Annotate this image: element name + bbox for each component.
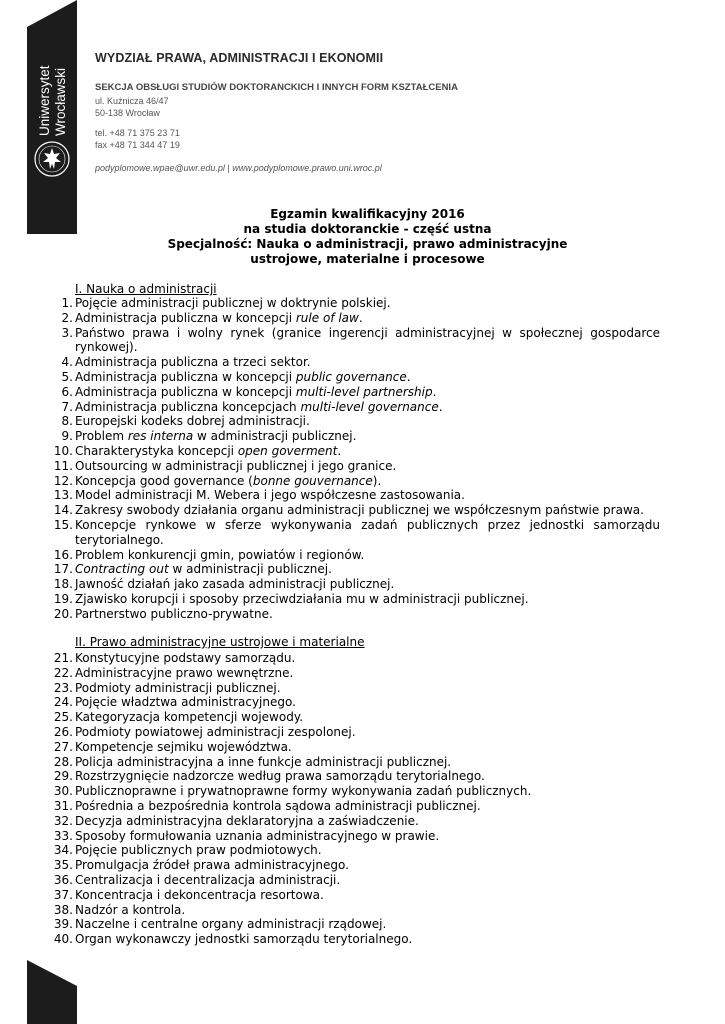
item-number: 7. bbox=[61, 399, 73, 414]
item-text: Promulgacja źródeł prawa administracyjnego. bbox=[75, 858, 349, 873]
item-number: 20. bbox=[53, 606, 73, 621]
list-item bbox=[42, 326, 660, 356]
item-number: 34. bbox=[53, 843, 73, 858]
item-number: 14. bbox=[53, 503, 73, 518]
item-number: 3. bbox=[61, 325, 73, 340]
item-text: Administracja publiczna koncepcjach multi-level governance. bbox=[75, 399, 443, 414]
list-item bbox=[42, 607, 660, 622]
question-list-2 bbox=[42, 651, 660, 947]
specialty-line1: Specjalność: Nauka o administracji, prawo administracyjne bbox=[167, 237, 568, 251]
item-number: 33. bbox=[53, 828, 73, 843]
item-number: 10. bbox=[53, 443, 73, 458]
item-text: Kompetencje sejmiku województwa. bbox=[75, 739, 292, 754]
list-item bbox=[42, 710, 660, 725]
list-item bbox=[42, 917, 660, 932]
item-text: Europejski kodeks dobrej administracji. bbox=[75, 414, 310, 429]
item-number: 38. bbox=[53, 902, 73, 917]
list-item bbox=[42, 429, 660, 444]
list-item bbox=[42, 385, 660, 400]
list-item bbox=[42, 932, 660, 947]
item-number: 39. bbox=[53, 917, 73, 932]
list-item bbox=[42, 651, 660, 666]
item-text: Pośrednia a bezpośrednia kontrola sądowa administracji publicznej. bbox=[75, 798, 481, 813]
item-text: Sposoby formułowania uznania administracyjnego w prawie. bbox=[75, 828, 440, 843]
list-item bbox=[42, 681, 660, 696]
item-number: 15. bbox=[53, 517, 73, 532]
item-number: 8. bbox=[61, 414, 73, 429]
list-item bbox=[42, 725, 660, 740]
item-number: 16. bbox=[53, 547, 73, 562]
item-number: 23. bbox=[53, 680, 73, 695]
list-item bbox=[42, 592, 660, 607]
university-seal-icon bbox=[31, 138, 73, 180]
item-number: 30. bbox=[53, 784, 73, 799]
item-number: 12. bbox=[53, 473, 73, 488]
item-text: Policja administracyjna a inne funkcje administracji publicznej. bbox=[75, 754, 452, 769]
item-number: 5. bbox=[61, 369, 73, 384]
list-item bbox=[42, 769, 660, 784]
item-number: 4. bbox=[61, 355, 73, 370]
item-number: 37. bbox=[53, 887, 73, 902]
item-number: 19. bbox=[53, 591, 73, 606]
list-item bbox=[42, 829, 660, 844]
university-name-line2: Wrocławski bbox=[53, 67, 68, 136]
item-text: Administracja publiczna w koncepcji public governance. bbox=[75, 369, 411, 384]
list-item bbox=[42, 296, 660, 311]
item-number: 31. bbox=[53, 798, 73, 813]
item-number: 1. bbox=[61, 296, 73, 310]
item-text: Naczelne i centralne organy administracji rządowej. bbox=[75, 917, 387, 932]
item-number: 11. bbox=[53, 458, 73, 473]
list-item bbox=[42, 400, 660, 415]
list-item bbox=[42, 888, 660, 903]
item-text: Organ wykonawczy jednostki samorządu terytorialnego. bbox=[75, 932, 413, 947]
list-item bbox=[42, 518, 660, 548]
list-item bbox=[42, 695, 660, 710]
item-text: Koncepcje rynkowe w sferze wykonywania zadań publicznych przez jednostki samorządu terytorialnego. bbox=[75, 517, 660, 547]
item-text: Koncentracja i dekoncentracja resortowa. bbox=[75, 887, 324, 902]
item-number: 2. bbox=[61, 310, 73, 325]
item-text: Podmioty powiatowej administracji zespolonej. bbox=[75, 724, 356, 739]
item-text: Centralizacja i decentralizacja administracji. bbox=[75, 872, 341, 887]
list-item bbox=[42, 666, 660, 681]
item-number: 32. bbox=[53, 813, 73, 828]
item-text: Pojęcie administracji publicznej w doktrynie polskiej. bbox=[75, 296, 391, 310]
item-text: Decyzja administracyjna deklaratoryjna a zaświadczenie. bbox=[75, 813, 419, 828]
item-text: Pojęcie publicznych praw podmiotowych. bbox=[75, 843, 322, 858]
footer-band-corner bbox=[27, 960, 77, 986]
list-item bbox=[42, 311, 660, 326]
item-text: Model administracji M. Webera i jego współczesne zastosowania. bbox=[75, 488, 465, 503]
item-number: 27. bbox=[53, 739, 73, 754]
item-text: Zakresy swobody działania organu administracji publicznej we współczesnym państwie prawa. bbox=[75, 503, 644, 518]
item-number: 9. bbox=[61, 429, 73, 444]
list-item bbox=[42, 755, 660, 770]
item-text: Rozstrzygnięcie nadzorcze według prawa samorządu terytorialnego. bbox=[75, 769, 485, 784]
item-number: 28. bbox=[53, 754, 73, 769]
list-item bbox=[42, 370, 660, 385]
exam-title: Egzamin kwalifikacyjny 2016 bbox=[270, 207, 465, 221]
item-text: Państwo prawa i wolny rynek (granice ingerencji administracyjnej w społecznej gospodarce rynkowej). bbox=[75, 325, 660, 355]
item-number: 26. bbox=[53, 724, 73, 739]
item-text: Outsourcing w administracji publicznej i jego granice. bbox=[75, 458, 397, 473]
list-item bbox=[42, 474, 660, 489]
item-number: 24. bbox=[53, 695, 73, 710]
item-text: Administracja publiczna a trzeci sektor. bbox=[75, 355, 311, 370]
list-item bbox=[42, 548, 660, 563]
list-item bbox=[42, 740, 660, 755]
list-item bbox=[42, 414, 660, 429]
item-text: Koncepcja good governance (bonne gouvernance). bbox=[75, 473, 382, 488]
address-city: 50-138 Wrocław bbox=[95, 108, 160, 118]
item-number: 22. bbox=[53, 665, 73, 680]
item-number: 17. bbox=[53, 562, 73, 577]
item-text: Kategoryzacja kompetencji wojewody. bbox=[75, 710, 304, 725]
list-item bbox=[42, 488, 660, 503]
item-text: Podmioty administracji publicznej. bbox=[75, 680, 281, 695]
item-text: Contracting out w administracji publicznej. bbox=[75, 562, 332, 577]
list-item bbox=[42, 784, 660, 799]
list-item bbox=[42, 459, 660, 474]
item-text: Problem res interna w administracji publicznej. bbox=[75, 429, 357, 444]
university-name-line1: Uniwersytet bbox=[37, 65, 52, 136]
item-number: 6. bbox=[61, 384, 73, 399]
list-item bbox=[42, 503, 660, 518]
list-item bbox=[42, 799, 660, 814]
faculty-name: WYDZIAŁ PRAWA, ADMINISTRACJI I EKONOMII bbox=[95, 51, 384, 65]
item-text: Jawność działań jako zasada administracji publicznej. bbox=[75, 577, 395, 592]
list-item bbox=[42, 814, 660, 829]
list-item bbox=[42, 843, 660, 858]
list-item bbox=[42, 903, 660, 918]
section-name: SEKCJA OBSŁUGI STUDIÓW DOKTORANCKICH I INNYCH FORM KSZTAŁCENIA bbox=[95, 82, 458, 93]
item-text: Konstytucyjne podstawy samorządu. bbox=[75, 651, 296, 665]
contact-links[interactable]: podyplomowe.wpae@uwr.edu.pl | www.podyplomowe.prawo.uni.wroc.pl bbox=[95, 163, 382, 173]
item-text: Charakterystyka koncepcji open goverment. bbox=[75, 443, 342, 458]
address-street: ul. Kuźnicza 46/47 bbox=[95, 96, 169, 106]
section-heading-2: II. Prawo administracyjne ustrojowe i materialne bbox=[75, 635, 365, 649]
item-number: 25. bbox=[53, 710, 73, 725]
item-number: 40. bbox=[53, 932, 73, 947]
item-text: Publicznoprawne i prywatnoprawne formy wykonywania zadań publicznych. bbox=[75, 784, 532, 799]
fax-number: fax +48 71 344 47 19 bbox=[95, 140, 180, 150]
list-item bbox=[42, 444, 660, 459]
item-text: Pojęcie władztwa administracyjnego. bbox=[75, 695, 296, 710]
item-text: Problem konkurencji gmin, powiatów i regionów. bbox=[75, 547, 365, 562]
phone-number: tel. +48 71 375 23 71 bbox=[95, 128, 180, 138]
item-text: Nadzór a kontrola. bbox=[75, 902, 186, 917]
item-text: Zjawisko korupcji i sposoby przeciwdziałania mu w administracji publicznej. bbox=[75, 591, 529, 606]
list-item bbox=[42, 562, 660, 577]
item-number: 18. bbox=[53, 577, 73, 592]
item-number: 29. bbox=[53, 769, 73, 784]
item-number: 21. bbox=[53, 651, 73, 665]
list-item bbox=[42, 355, 660, 370]
item-text: Administracyjne prawo wewnętrzne. bbox=[75, 665, 294, 680]
question-list-1 bbox=[42, 296, 660, 622]
section-heading-1: I. Nauka o administracji bbox=[75, 282, 217, 296]
logo-band-corner bbox=[27, 0, 77, 27]
item-text: Administracja publiczna w koncepcji rule of law. bbox=[75, 310, 363, 325]
list-item bbox=[42, 858, 660, 873]
specialty-line2: ustrojowe, materialne i procesowe bbox=[250, 252, 485, 266]
item-number: 13. bbox=[53, 488, 73, 503]
list-item bbox=[42, 577, 660, 592]
exam-subtitle: na studia doktoranckie - część ustna bbox=[243, 222, 492, 236]
item-number: 36. bbox=[53, 872, 73, 887]
item-text: Administracja publiczna w koncepcji multi-level partnership. bbox=[75, 384, 437, 399]
list-item bbox=[42, 873, 660, 888]
item-text: Partnerstwo publiczno-prywatne. bbox=[75, 606, 273, 621]
item-number: 35. bbox=[53, 858, 73, 873]
